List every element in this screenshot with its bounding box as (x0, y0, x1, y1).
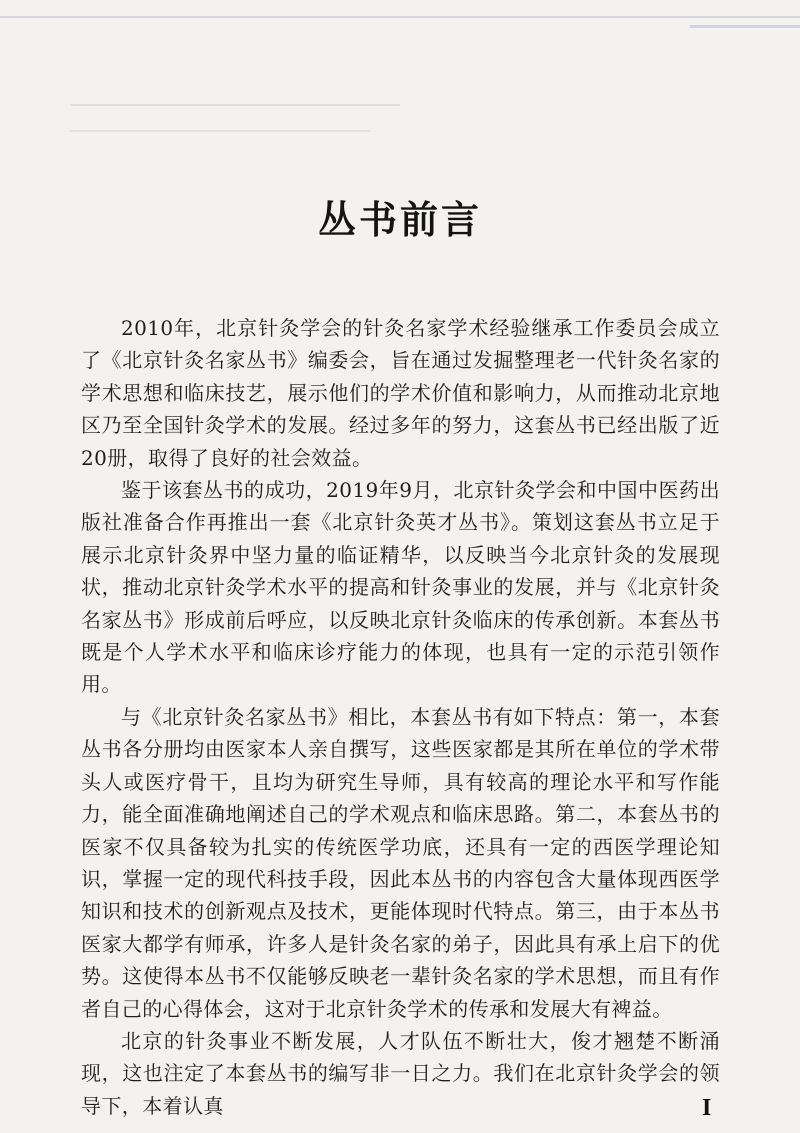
show-through-line (70, 130, 370, 132)
show-through-line (0, 16, 800, 18)
paragraph: 2010年，北京针灸学会的针灸名家学术经验继承工作委员会成立了《北京针灸名家丛书》编委会，旨在通过发掘整理老一代针灸名家的学术思想和临床技艺，展示他们的学术价值和影响力，从而推动北京地区乃至全国针灸学术的发展。经过多年的努力，这套丛书已经出版了近20册，取得了良好的社会效益。 (81, 316, 720, 470)
page-number: I (702, 1095, 712, 1121)
preface-body (81, 312, 720, 1122)
show-through-line (70, 104, 400, 106)
paragraph: 北京的针灸事业不断发展，人才队伍不断壮大，俊才翘楚不断涌现，这也注定了本套丛书的编写非一日之力。我们在北京针灸学会的领导下，本着认真 (81, 1028, 720, 1118)
paragraph: 与《北京针灸名家丛书》相比，本套丛书有如下特点：第一，本套丛书各分册均由医家本人亲自撰写，这些医家都是其所在单位的学术带头人或医疗骨干，且均为研究生导师，具有较高的理论水平和写作能力，能全面准确地阐述自己的学术观点和临床思路。第二，本套丛书的医家不仅具备较为扎实的传统医学功底，还具有一定的西医学理论知识，掌握一定的现代科技手段，因此本丛书的内容包含大量体现西医学知识和技术的创新观点及技术，更能体现时代特点。第三，由于本丛书医家大都学有师承，许多人是针灸名家的弟子，因此具有承上启下的优势。这使得本丛书不仅能够反映老一辈针灸名家的学术思想，而且有作者自己的心得体会，这对于北京针灸学术的传承和发展大有裨益。 (81, 704, 720, 1021)
corner-rule (690, 25, 800, 28)
page-title: 丛书前言 (317, 198, 482, 243)
paragraph: 鉴于该套丛书的成功，2019年9月，北京针灸学会和中国中医药出版社准备合作再推出一套《北京针灸英才丛书》。策划这套丛书立足于展示北京针灸界中坚力量的临证精华，以反映当今北京针灸的发展现状，推动北京针灸学术水平的提高和针灸事业的发展，并与《北京针灸名家丛书》形成前后呼应，以反映北京针灸临床的传承创新。本套丛书既是个人学术水平和临床诊疗能力的体现，也具有一定的示范引领作用。 (81, 478, 720, 697)
